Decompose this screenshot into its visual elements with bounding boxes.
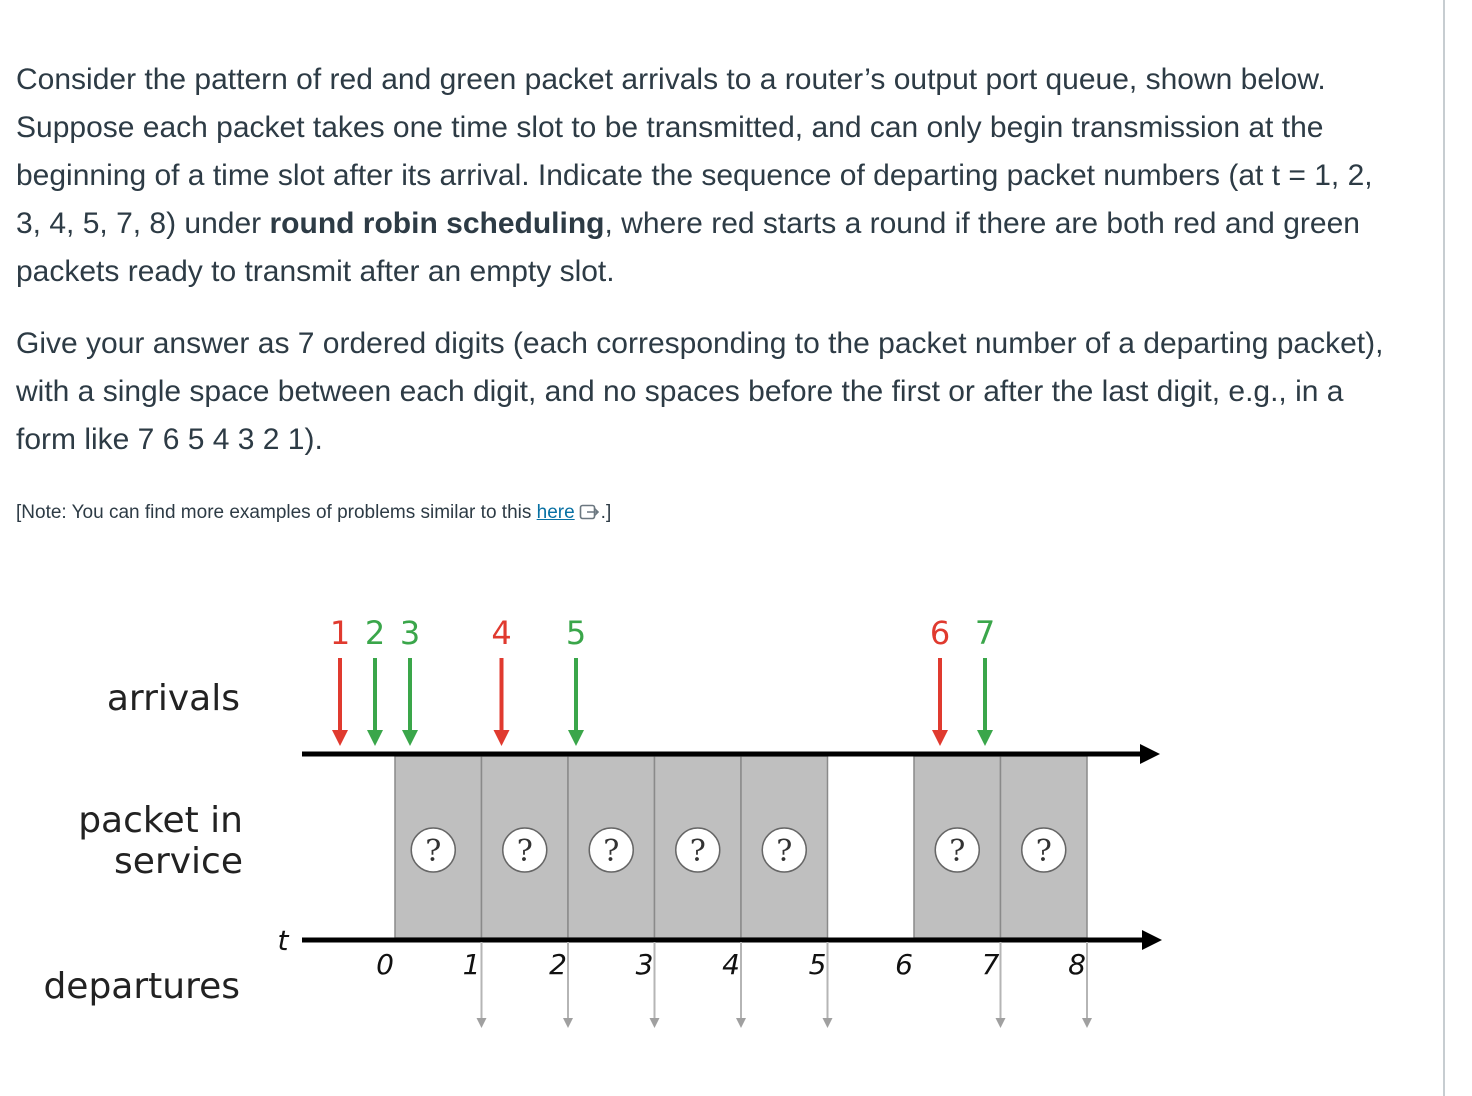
unknown-marker-4: ? bbox=[689, 834, 706, 869]
departure-arrowhead-8 bbox=[1082, 1018, 1092, 1028]
arrival-arrowhead-7 bbox=[977, 730, 993, 746]
unknown-marker-7: ? bbox=[949, 834, 966, 869]
note-prefix: [Note: You can find more examples of problems similar to this bbox=[16, 502, 537, 523]
arrival-number-3: 3 bbox=[399, 614, 421, 652]
arrival-arrowhead-6 bbox=[932, 730, 948, 746]
departure-arrows bbox=[477, 942, 1093, 1028]
answer-format-paragraph: Give your answer as 7 ordered digits (each corresponding to the packet number of a departing packet), with a single space between each digit, and no spaces before the first or after the last digit, e.g., in a form like 7 6 5 4 3 2 1). bbox=[16, 327, 1384, 456]
time-tick-5: 5 bbox=[808, 948, 827, 981]
time-tick-4: 4 bbox=[722, 948, 740, 981]
unknown-marker-5: ? bbox=[776, 834, 793, 869]
departure-arrowhead-5 bbox=[823, 1018, 833, 1028]
arrival-arrowhead-2 bbox=[367, 730, 383, 746]
time-tick-0: 0 bbox=[376, 948, 394, 981]
unknown-marker-8: ? bbox=[1035, 834, 1052, 869]
packet-timeline-diagram bbox=[0, 600, 1200, 1050]
arrival-arrowhead-5 bbox=[568, 730, 584, 746]
question-text-part1: Consider the pattern of red and green packet arrivals to a router’s output port queue, shown below. Suppose each packet takes one time slot to be transmitted, and can only begin transmission at the beginning of a time slot after its arrival. Indicate the sequence of departing packet numbers (at t = 1, 2, 3, 4, 5, 7, 8) under bbox=[16, 63, 1373, 240]
departure-arrowhead-4 bbox=[736, 1018, 746, 1028]
unknown-marker-3: ? bbox=[603, 834, 620, 869]
arrival-axis-arrowhead bbox=[1140, 744, 1160, 764]
question-content bbox=[16, 56, 1396, 526]
arrival-arrowhead-1 bbox=[332, 730, 348, 746]
departure-arrowhead-3 bbox=[650, 1018, 660, 1028]
page-right-border bbox=[1443, 0, 1445, 1096]
note bbox=[16, 500, 1396, 526]
arrival-arrowhead-4 bbox=[494, 730, 510, 746]
arrival-number-5: 5 bbox=[565, 614, 587, 652]
question-bold-term: round robin scheduling bbox=[269, 207, 605, 240]
arrival-arrows bbox=[330, 614, 995, 746]
arrival-number-4: 4 bbox=[491, 614, 512, 652]
time-axis-arrowhead bbox=[1142, 930, 1162, 950]
question-text-part2: , where red starts a round if there are both red and green packets ready to transmit after an empty slot. bbox=[16, 207, 1360, 288]
arrival-number-7: 7 bbox=[974, 614, 996, 652]
time-tick-6: 6 bbox=[895, 948, 913, 981]
departure-arrowhead-2 bbox=[563, 1018, 573, 1028]
time-tick-3: 3 bbox=[635, 948, 654, 981]
time-tick-7: 7 bbox=[981, 948, 1000, 981]
unknown-marker-1: ? bbox=[425, 834, 442, 869]
arrival-number-6: 6 bbox=[929, 614, 951, 652]
departure-arrowhead-7 bbox=[996, 1018, 1006, 1028]
time-tick-1: 1 bbox=[462, 948, 481, 981]
unknown-marker-2: ? bbox=[516, 834, 533, 869]
departure-arrowhead-1 bbox=[477, 1018, 487, 1028]
time-tick-8: 8 bbox=[1068, 948, 1086, 981]
packet-in-service-label-line2: service bbox=[114, 841, 243, 882]
arrivals-label: arrivals bbox=[106, 678, 240, 719]
packet-in-service-label-line1: packet in bbox=[78, 800, 243, 841]
departures-label: departures bbox=[43, 966, 240, 1007]
external-link-icon[interactable] bbox=[579, 503, 601, 521]
time-ticks bbox=[376, 948, 1086, 981]
arrival-number-2: 2 bbox=[364, 614, 386, 652]
time-tick-2: 2 bbox=[549, 948, 567, 981]
time-axis-t-label: t bbox=[277, 924, 289, 957]
arrival-number-1: 1 bbox=[329, 614, 351, 652]
note-suffix: .] bbox=[600, 502, 612, 523]
arrival-arrowhead-3 bbox=[402, 730, 418, 746]
service-slots bbox=[395, 756, 1087, 938]
question-paragraph bbox=[16, 56, 1396, 296]
note-link[interactable]: here bbox=[536, 502, 575, 523]
